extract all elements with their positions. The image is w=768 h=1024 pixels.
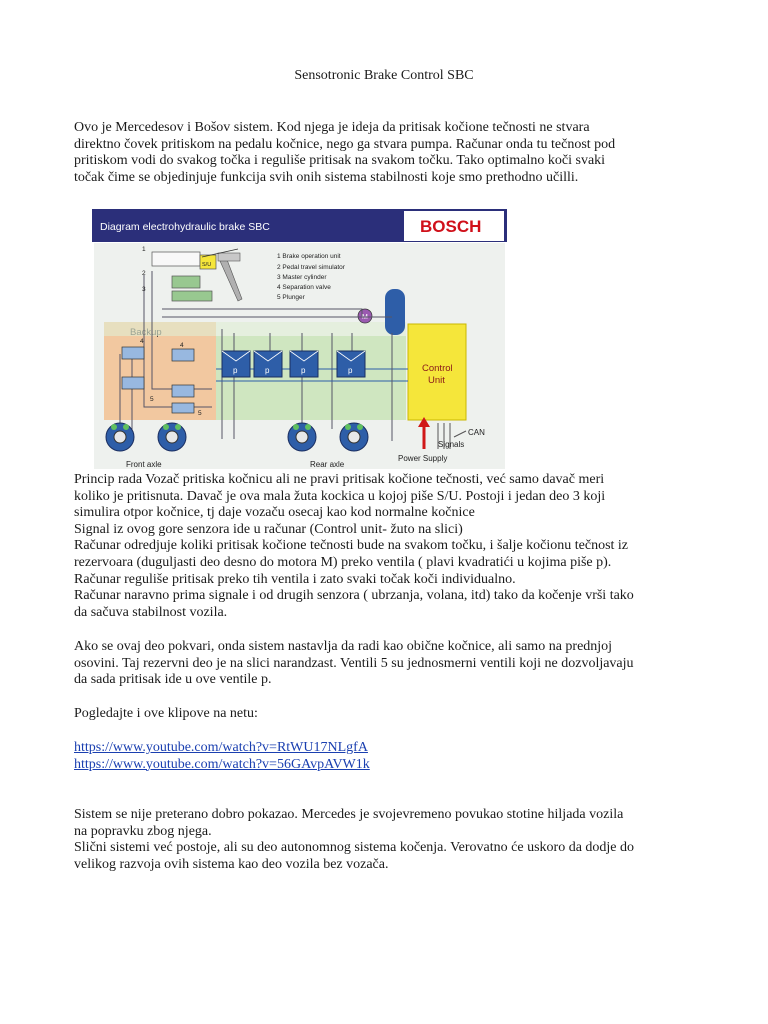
callout-number: 4 [180,342,184,349]
text-line: pritiskom vodi do svakog točka i reguliše pritisak na svakom točku. Tako optimalno koči svaki [74,153,606,169]
text-line: točak čime se objedinjuje funkcija svih onih sistema stabilnosti koje smo prethodno učilli. [74,169,579,185]
callout-number: 2 [142,270,146,277]
separation-valve [122,377,144,389]
text-line: Signal iz ovog gore senzora ide u računar (Control unit- žuto na slici) [74,521,463,537]
legend-item: 1 Brake operation unit [277,253,341,260]
text-line: da sačuva stabilnost vozila. [74,604,228,620]
valve-label: p [348,366,353,375]
control-unit-label-2: Unit [428,375,445,386]
rear-axle-label: Rear axle [310,460,345,469]
text-line: da sada pritisak ide u ove ventile p. [74,672,272,688]
valve-label: p [265,366,270,375]
text-line: osovini. Taj rezervni deo je na slici narandzast. Ventili 5 su jednosmerni ventili koji ne dozvoljavaju [74,655,634,671]
text-line: Slični sistemi već postoje, ali su deo autonomnog sistema kočenja. Verovatno će uskoro da dodje do [74,840,635,856]
power-supply-label: Power Supply [398,454,448,463]
plunger [172,403,194,413]
legend-item: 4 Separation valve [277,284,331,291]
text-line: Ovo je Mercedesov i Bošov sistem. Kod njega je ideja da pritisak kočione tečnosti ne stvara [74,120,590,135]
text-line: koliko je pritisnuta. Davač je ova mala žuta kockica u kojoj piše S/U. Postoji i jedan deo 3 koji [74,488,606,504]
document-title: Sensotronic Brake Control SBC [294,68,474,83]
callout-number: 5 [150,396,154,403]
legend-item: 2 Pedal travel simulator [277,264,345,271]
valve-label: p [301,366,306,375]
callout-number: 3 [142,286,146,293]
valve-label: p [233,366,238,375]
hydraulic-area [216,336,406,420]
sensor-su-label: S/U [202,262,212,268]
text-line: velikog razvoja ovih sistema kao deo vozila bez vozača. [74,856,389,872]
youtube-link[interactable]: https://www.youtube.com/watch?v=56GAvpAVW1k [74,756,370,772]
text-line: na popravku zbog njega. [74,823,212,839]
text-line: direktno čovek pritiskom na pedalu kočnice, nego ga stvara pumpa. Računar onda tu tečnost pod [74,136,616,152]
master-cylinder [172,291,212,301]
text-line: rezervoara (duguljasti deo desno do motora M) preko ventila ( plavi kvadratići u kojima piše p). [74,554,612,570]
separation-valve [122,347,144,359]
text-line: Računar naravno prima signale i od drugih senzora ( ubrzanja, volana, itd) tako da kočenje vrši tako [74,588,634,604]
legend-item: 5 Plunger [277,294,305,301]
conclusion-paragraph [74,807,704,873]
text-line: Računar odredjuje koliki pritisak kočione tečnosti bude na svakom točku, i šalje kočionu tečnost iz [74,538,629,554]
pedal-travel-simulator [172,276,200,288]
motor-label: M [362,314,368,321]
text-line: Računar reguliše pritisak preko tih ventila i zato svaki točak koči individualno. [74,571,516,587]
hydraulic-band-top [104,322,406,336]
principle-paragraph [74,472,704,621]
text-line: Ako se ovaj deo pokvari, onda sistem nastavlja da radi kao obične kočnice, ali samo na prednjoj [74,639,613,654]
reservoir [385,289,405,335]
intro-paragraph [74,120,704,186]
signals-label: Signals [438,440,465,449]
sbc-diagram-figure [92,209,507,471]
links-list [74,740,704,773]
front-axle-label: Front axle [126,460,162,469]
brake-operation-unit [152,252,200,266]
text-line: Sistem se nije preterano dobro pokazao. Mercedes je svojevremeno povukao stotine hiljada vozila [74,807,624,822]
backup-paragraph [74,639,704,689]
plunger [172,385,194,397]
legend-item: 3 Master cylinder [277,274,327,281]
text-line: Princip rada Vozač pritiska kočnicu ali ne pravi pritisak kočione tečnosti, već samo davač meri [74,472,605,487]
text-line: simulira otpor kočnice, tj daje vozaču osecaj kao kod normalne kočnice [74,505,475,521]
brake-pedal [218,253,240,261]
callout-number: 4 [140,338,144,345]
separation-valve [172,349,194,361]
callout-number: 5 [198,410,202,417]
can-label: CAN [468,428,485,437]
control-unit-label-1: Control [422,363,453,374]
pressure-valves [222,351,365,377]
bosch-logo: BOSCH [420,217,482,236]
clips-intro: Pogledajte i ove klipove na netu: [74,706,258,721]
diagram-header-title: Diagram electrohydraulic brake SBC [100,221,270,233]
youtube-link[interactable]: https://www.youtube.com/watch?v=RtWU17NLgfA [74,740,368,755]
callout-number: 1 [142,246,146,253]
